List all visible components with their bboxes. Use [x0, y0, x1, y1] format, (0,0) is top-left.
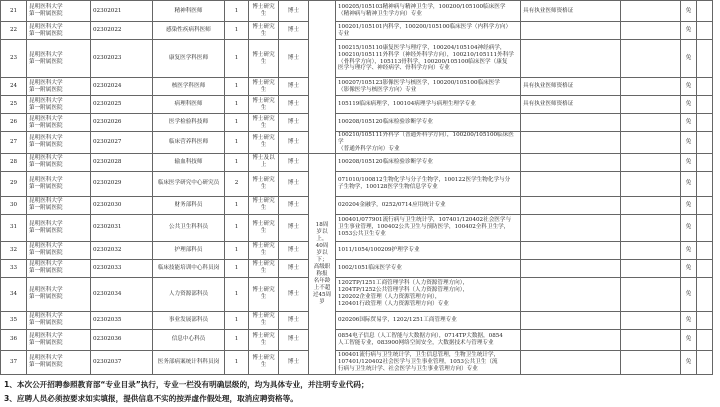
post-code: 02302035: [91, 311, 153, 329]
post-code: 02302034: [91, 277, 153, 311]
headcount: 1: [225, 241, 249, 259]
table-row: [1, 132, 713, 154]
post-name: 临床技能培训中心科员岗: [153, 259, 225, 277]
table-row: [1, 311, 713, 329]
row-number: 21: [1, 1, 27, 22]
degree: 博士: [279, 153, 309, 171]
headcount: 1: [225, 114, 249, 132]
post-name: 核医学科医师: [153, 78, 225, 96]
degree: 博士: [279, 114, 309, 132]
post-name: 事业发展部科员: [153, 311, 225, 329]
row-number: 27: [1, 132, 27, 154]
blank-cell: [697, 78, 713, 96]
post-name: 病理科医师: [153, 96, 225, 114]
education-level: 博士研究生: [249, 22, 279, 40]
row-number: 32: [1, 241, 27, 259]
other-conditions: [521, 22, 621, 40]
row-number: 24: [1, 78, 27, 96]
exam-exemption: 免: [681, 153, 697, 171]
blank-cell: [621, 1, 681, 22]
row-number: 33: [1, 259, 27, 277]
major-requirement: 100401流行病与卫生统计学，卫生信息管理，生物卫生统计学， 107401/120402社会医学与卫生事业管理，1053公共卫生（流 行病与卫生统计学、社会医学与卫生事业管理方向）专业: [336, 350, 521, 374]
employer-unit: 昆明医科大学 第一附属医院: [27, 78, 91, 96]
row-number: 28: [1, 153, 27, 171]
headcount: 1: [225, 214, 249, 241]
degree: 博士: [279, 96, 309, 114]
other-conditions: [521, 329, 621, 350]
row-number: 26: [1, 114, 27, 132]
row-number: 22: [1, 22, 27, 40]
blank-cell: [697, 96, 713, 114]
education-level: 博士研究生: [249, 350, 279, 374]
post-name: 康复医学科医师: [153, 40, 225, 78]
employer-unit: 昆明医科大学 第一附属医院: [27, 1, 91, 22]
major-requirement: 1002/1051临床医学专业: [336, 259, 521, 277]
table-row: [1, 350, 713, 374]
major-requirement: 1202TP/1251工商管理学科（人力资源管理方向）， 1204TP/1252公共管理学科（人力资源管理方向）， 120202企业管理（人力资源管理方向）， 120401行政管理（人力资源管理方向）专业: [336, 277, 521, 311]
education-level: 博士研究生: [249, 171, 279, 196]
education-level: 博士研究生: [249, 114, 279, 132]
table-row: [1, 277, 713, 311]
row-number: 31: [1, 214, 27, 241]
exam-exemption: 免: [681, 40, 697, 78]
exam-exemption: 免: [681, 214, 697, 241]
post-name: 财务部科员: [153, 196, 225, 214]
blank-cell: [697, 132, 713, 154]
exam-exemption: 免: [681, 329, 697, 350]
major-requirement: 100208/105120临床检验诊断学专业: [336, 153, 521, 171]
other-conditions: [521, 277, 621, 311]
education-level: 博士研究生: [249, 277, 279, 311]
blank-cell: [621, 329, 681, 350]
blank-cell: [697, 311, 713, 329]
exam-exemption: 免: [681, 196, 697, 214]
footnote-3: 3、应聘人员必须按要求如实填报，提供信息不实的按弄虚作假处理，取消应聘资格等。: [4, 394, 298, 403]
employer-unit: 昆明医科大学 第一附属医院: [27, 329, 91, 350]
headcount: 1: [225, 1, 249, 22]
blank-cell: [697, 40, 713, 78]
table-row: [1, 22, 713, 40]
blank-cell: [621, 132, 681, 154]
blank-cell: [621, 40, 681, 78]
major-requirement: 100210/105111外科学（普通外科学方向），100200/105100临床医学 （普通外科学方向）专业: [336, 132, 521, 154]
education-level: 博士研究生: [249, 241, 279, 259]
blank-cell: [621, 214, 681, 241]
exam-exemption: 免: [681, 114, 697, 132]
major-requirement: 100208/105120临床检验诊断学专业: [336, 114, 521, 132]
education-level: 博士研究生: [249, 1, 279, 22]
blank-cell: [621, 114, 681, 132]
major-requirement: 020206国际贸易学，1202/1251工商管理专业: [336, 311, 521, 329]
degree: 博士: [279, 241, 309, 259]
degree: 博士: [279, 259, 309, 277]
major-requirement: 100207/105123影像医学与核医学，100200/105100临床医学 （影像医学与核医学方向）专业: [336, 78, 521, 96]
degree: 博士: [279, 22, 309, 40]
table-row: [1, 171, 713, 196]
exam-exemption: 免: [681, 259, 697, 277]
degree: 博士: [279, 40, 309, 78]
education-level: 博士及以上: [249, 153, 279, 171]
row-number: 37: [1, 350, 27, 374]
blank-cell: [621, 153, 681, 171]
employer-unit: 昆明医科大学 第一附属医院: [27, 40, 91, 78]
post-code: 02302022: [91, 22, 153, 40]
post-code: 02302023: [91, 40, 153, 78]
blank-cell: [621, 78, 681, 96]
degree: 博士: [279, 350, 309, 374]
education-level: 博士研究生: [249, 132, 279, 154]
blank-cell: [621, 22, 681, 40]
table-row: [1, 214, 713, 241]
post-name: 感染性疾病科医师: [153, 22, 225, 40]
headcount: 1: [225, 78, 249, 96]
employer-unit: 昆明医科大学 第一附属医院: [27, 114, 91, 132]
headcount: 1: [225, 40, 249, 78]
footnotes: [4, 378, 716, 406]
exam-exemption: 免: [681, 277, 697, 311]
other-conditions: [521, 114, 621, 132]
employer-unit: 昆明医科大学 第一附属医院: [27, 196, 91, 214]
other-conditions: [521, 214, 621, 241]
exam-exemption: 免: [681, 96, 697, 114]
other-conditions: [521, 40, 621, 78]
major-requirement: 100205/105103精神病与精神卫生学，100200/105100临床医学 （精神病与精神卫生学方向）专业: [336, 1, 521, 22]
degree: 博士: [279, 132, 309, 154]
post-name: 精神科医师: [153, 1, 225, 22]
degree: 博士: [279, 78, 309, 96]
blank-cell: [697, 329, 713, 350]
table-row: [1, 241, 713, 259]
degree: 博士: [279, 311, 309, 329]
blank-cell: [697, 350, 713, 374]
other-conditions: [521, 153, 621, 171]
other-conditions: 具有执业医师资格证: [521, 78, 621, 96]
major-requirement: 020204金融学，0252/0714应用统计专业: [336, 196, 521, 214]
exam-exemption: 免: [681, 132, 697, 154]
blank-cell: [697, 241, 713, 259]
headcount: 2: [225, 171, 249, 196]
post-code: 02302033: [91, 259, 153, 277]
exam-exemption: 免: [681, 241, 697, 259]
post-code: 02302027: [91, 132, 153, 154]
row-number: 29: [1, 171, 27, 196]
blank-cell: [621, 171, 681, 196]
table-row: [1, 96, 713, 114]
post-code: 02302037: [91, 350, 153, 374]
row-number: 25: [1, 96, 27, 114]
blank-cell: [697, 114, 713, 132]
post-name: 公共卫生科科员: [153, 214, 225, 241]
exam-exemption: 免: [681, 311, 697, 329]
post-name: 医务部病案统计科科员岗: [153, 350, 225, 374]
post-code: 02302030: [91, 196, 153, 214]
headcount: 1: [225, 153, 249, 171]
post-name: 临床医学研究中心研究员: [153, 171, 225, 196]
blank-cell: [697, 214, 713, 241]
exam-exemption: 免: [681, 350, 697, 374]
post-name: 人力资源部科员: [153, 277, 225, 311]
employer-unit: 昆明医科大学 第一附属医院: [27, 22, 91, 40]
other-conditions: [521, 259, 621, 277]
degree: 博士: [279, 277, 309, 311]
post-name: 信息中心科员: [153, 329, 225, 350]
other-conditions: [521, 171, 621, 196]
blank-cell: [621, 96, 681, 114]
table-row: [1, 329, 713, 350]
blank-cell: [621, 311, 681, 329]
post-name: 临床营养科医师: [153, 132, 225, 154]
other-conditions: [521, 196, 621, 214]
major-requirement: 100201/105101内科学，100200/105100临床医学（内科学方向） 专业: [336, 22, 521, 40]
blank-cell: [697, 277, 713, 311]
post-code: 02302024: [91, 78, 153, 96]
age-blank-cell: [309, 1, 336, 154]
degree: 博士: [279, 329, 309, 350]
education-level: 博士研究生: [249, 311, 279, 329]
employer-unit: 昆明医科大学 第一附属医院: [27, 214, 91, 241]
headcount: 1: [225, 22, 249, 40]
employer-unit: 昆明医科大学 第一附属医院: [27, 153, 91, 171]
headcount: 1: [225, 329, 249, 350]
education-level: 博士研究生: [249, 329, 279, 350]
education-level: 博士研究生: [249, 96, 279, 114]
employer-unit: 昆明医科大学 第一附属医院: [27, 171, 91, 196]
blank-cell: [697, 259, 713, 277]
headcount: 1: [225, 96, 249, 114]
education-level: 博士研究生: [249, 259, 279, 277]
major-requirement: 100401/077901流行病与卫生统计学，107401/120402社会医学与 卫生事业管理，100402公共卫生与预防医学，100402全科卫生学， 1053公共卫生专业: [336, 214, 521, 241]
employer-unit: 昆明医科大学 第一附属医院: [27, 132, 91, 154]
employer-unit: 昆明医科大学 第一附属医院: [27, 96, 91, 114]
major-requirement: 071010/100812生物化学与分子生物学，100122医学生物化学与分 子生物学，100128医学生物信息学专业: [336, 171, 521, 196]
age-requirement: 18周 岁以 上， 40周 岁以 下； 高级职 称报 名年龄 上不超 过45周 岁: [309, 153, 336, 374]
row-number: 36: [1, 329, 27, 350]
exam-exemption: 免: [681, 1, 697, 22]
blank-cell: [621, 241, 681, 259]
headcount: 1: [225, 196, 249, 214]
blank-cell: [621, 350, 681, 374]
other-conditions: [521, 350, 621, 374]
table-row: [1, 153, 713, 171]
employer-unit: 昆明医科大学 第一附属医院: [27, 311, 91, 329]
row-number: 30: [1, 196, 27, 214]
post-code: 02302031: [91, 214, 153, 241]
exam-exemption: 免: [681, 78, 697, 96]
post-code: 02302021: [91, 1, 153, 22]
headcount: 1: [225, 277, 249, 311]
education-level: 博士研究生: [249, 196, 279, 214]
table-body: [1, 1, 713, 375]
degree: 博士: [279, 214, 309, 241]
table-row: [1, 78, 713, 96]
headcount: 1: [225, 259, 249, 277]
major-requirement: 105119临床病理学，100104病理学与病理生理学专业: [336, 96, 521, 114]
blank-cell: [697, 196, 713, 214]
table-row: [1, 259, 713, 277]
footnote-1: 1、本次公开招聘参照教育部“专业目录”执行，专业一栏没有明确层级的，均为具体专业，并注明专业代码；: [4, 380, 369, 389]
degree: 博士: [279, 171, 309, 196]
other-conditions: 具有执业医师资格证: [521, 96, 621, 114]
exam-exemption: 免: [681, 22, 697, 40]
employer-unit: 昆明医科大学 第一附属医院: [27, 259, 91, 277]
post-code: 02302026: [91, 114, 153, 132]
post-code: 02302025: [91, 96, 153, 114]
degree: 博士: [279, 1, 309, 22]
degree: 博士: [279, 196, 309, 214]
blank-cell: [697, 22, 713, 40]
exam-exemption: 免: [681, 171, 697, 196]
blank-cell: [697, 1, 713, 22]
headcount: 1: [225, 350, 249, 374]
education-level: 博士研究生: [249, 214, 279, 241]
row-number: 23: [1, 40, 27, 78]
post-name: 医学检验科技师: [153, 114, 225, 132]
post-code: 02302028: [91, 153, 153, 171]
education-level: 博士研究生: [249, 78, 279, 96]
major-requirement: 100215/105110康复医学与理疗学，100204/105104神经病学， 100210/105111外科学（神经外科学方向），100210/105111外科学 （骨科学方向），105113骨科学，100200/105100临床医学（康复 医学与理疗学、神经病学、骨科学方向）专业: [336, 40, 521, 78]
education-level: 博士研究生: [249, 40, 279, 78]
row-number: 34: [1, 277, 27, 311]
row-number: 35: [1, 311, 27, 329]
post-code: 02302029: [91, 171, 153, 196]
other-conditions: [521, 132, 621, 154]
other-conditions: [521, 311, 621, 329]
table-row: [1, 114, 713, 132]
post-code: 02302032: [91, 241, 153, 259]
blank-cell: [621, 259, 681, 277]
headcount: 1: [225, 311, 249, 329]
blank-cell: [621, 277, 681, 311]
other-conditions: [521, 241, 621, 259]
blank-cell: [697, 171, 713, 196]
post-code: 02302036: [91, 329, 153, 350]
major-requirement: 1011/1054/100209护理学专业: [336, 241, 521, 259]
table-row: [1, 196, 713, 214]
major-requirement: 0854电子信息（人工智能与大数据方向），0714TP大数据，0854 人工智能专业，083900网络空间安全，大数据技术与管理专业: [336, 329, 521, 350]
table-row: [1, 1, 713, 22]
employer-unit: 昆明医科大学 第一附属医院: [27, 277, 91, 311]
headcount: 1: [225, 132, 249, 154]
blank-cell: [697, 153, 713, 171]
other-conditions: 具有执业医师资格证: [521, 1, 621, 22]
post-name: 输血科技师: [153, 153, 225, 171]
employer-unit: 昆明医科大学 第一附属医院: [27, 350, 91, 374]
table-row: [1, 40, 713, 78]
blank-cell: [621, 196, 681, 214]
post-name: 护理部科员: [153, 241, 225, 259]
employer-unit: 昆明医科大学 第一附属医院: [27, 241, 91, 259]
